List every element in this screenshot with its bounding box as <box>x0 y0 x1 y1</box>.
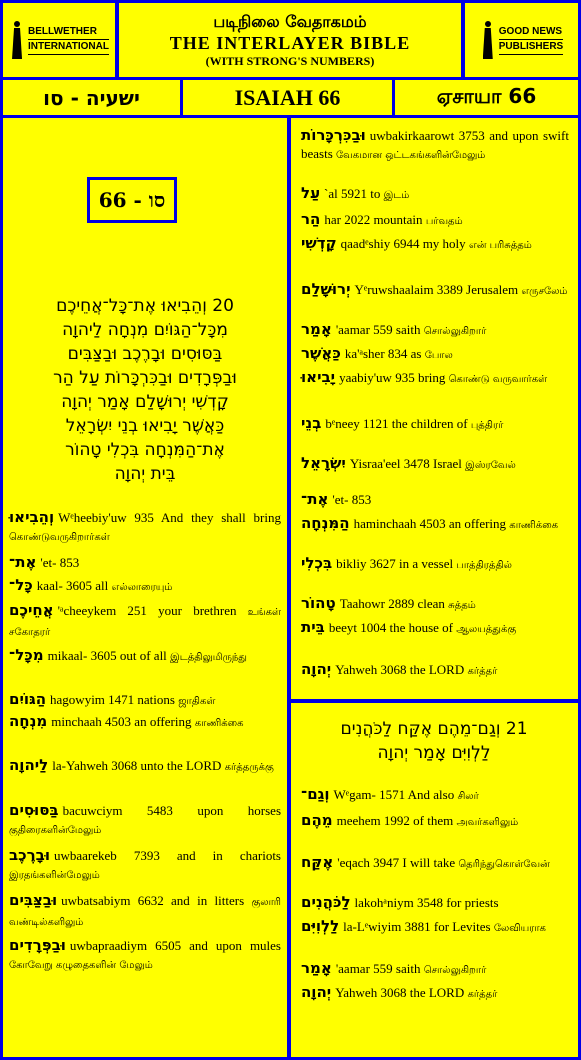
tamil-gloss: கர்த்தர் <box>467 666 498 677</box>
hebrew-word: יִשְׂרָאֵל <box>301 454 346 472</box>
hebrew-word: וּבַצַּבִּים <box>9 891 58 909</box>
hebrew-word: יָבִיאוּ <box>301 368 336 386</box>
word-entry <box>9 891 281 932</box>
entry-gloss: hagowyim 1471 nations <box>50 692 179 707</box>
entry-gloss: uwbapraadiym 6505 and upon mules <box>69 938 281 953</box>
word-entry <box>9 846 281 885</box>
hebrew-word: וּבַפְּרָדִים <box>9 936 66 954</box>
tamil-gloss: கோவேறு கழுதைகளின் மேலும் <box>9 960 153 971</box>
hebrew-word: לַיהוָה <box>9 756 49 774</box>
word-entry <box>301 280 569 301</box>
entry-gloss: mikaal- 3605 out of all <box>47 648 171 663</box>
word-entry <box>9 756 281 777</box>
tamil-gloss: இடத்திலுமிருந்து <box>170 652 247 663</box>
entry-gloss: minchaah 4503 an offering <box>51 714 195 729</box>
entry-gloss: bᵉneey 1121 the children of <box>325 416 471 431</box>
word-entry <box>301 554 569 575</box>
tamil-gloss: வேகமான ஒட்டகங்களின்மேலும் <box>336 150 486 161</box>
entry-gloss: Taahowr 2889 clean <box>339 596 449 611</box>
entry-gloss: la-Lᵉwiyim 3881 for Levites <box>343 919 494 934</box>
book-english: ISAIAH 66 <box>183 80 392 115</box>
entry-gloss: ka'ᵃsher 834 as <box>344 346 425 361</box>
word-entry <box>301 184 569 205</box>
word-entry <box>301 414 569 435</box>
entry-gloss: 'et- 853 <box>332 492 372 507</box>
hebrew-word: בִּכְלִי <box>301 554 333 572</box>
verse-line: קָדְשִׁי יְרוּשָׁלַם אָמַר יְהוָה <box>61 392 229 412</box>
entry-gloss: Wᵉgam- 1571 And also <box>333 787 458 802</box>
entry-gloss: meehem 1992 of them <box>336 813 457 828</box>
tamil-gloss: இரதங்களின்மேலும் <box>9 870 100 881</box>
hebrew-word: קָדְשִׁי <box>301 234 337 252</box>
entry-gloss: Yahweh 3068 the LORD <box>335 985 468 1000</box>
hebrew-word: בַּסּוּסִים <box>9 801 59 819</box>
hebrew-word: הַר <box>301 210 321 228</box>
tamil-gloss: போல <box>424 350 453 361</box>
verse-line: לַלְוִיִּם אָמַר יְהוָה <box>377 743 491 763</box>
tamil-gloss: எல்லாரையும் <box>111 582 173 593</box>
entry-gloss: 'aamar 559 saith <box>335 322 424 337</box>
verse-20 <box>11 294 279 486</box>
tamil-gloss: காணிக்கை <box>194 718 244 729</box>
word-entry <box>9 936 281 975</box>
chapter-label: סו - 66 <box>87 177 177 223</box>
entry-gloss: Yahweh 3068 the LORD <box>335 662 468 677</box>
entry-gloss: kaal- 3605 all <box>36 578 112 593</box>
tamil-gloss: பர்வதம் <box>425 216 463 227</box>
tamil-gloss: சொல்லுகிறார் <box>423 965 487 976</box>
verse-line: 21 וְגַם־מֵהֶם אֶקַּח לַכֹּהֲנִים <box>340 719 528 739</box>
word-entry <box>301 126 569 165</box>
hebrew-word: טָהוֹר <box>301 594 336 612</box>
entry-gloss: Yᵉruwshaalaim 3389 Jerusalem <box>354 282 522 297</box>
book-tamil: ஏசாயா 66 <box>395 80 578 115</box>
entry-gloss: 'et- 853 <box>40 555 80 570</box>
tamil-gloss: குலாரி வண்டில்களிலும் <box>9 897 281 928</box>
entry-gloss: bacuwciym 5483 upon horses <box>62 803 281 818</box>
tamil-gloss: என் பரிசுத்தம் <box>468 240 532 251</box>
hebrew-word: אָמַר <box>301 959 332 977</box>
entry-gloss: bikliy 3627 in a vessel <box>336 556 457 571</box>
word-entry <box>301 344 569 365</box>
verse-line: בֵּית יְהוָה <box>114 464 176 484</box>
verse-line: אֶת־הַמִּנְחָה בִּכְלִי טָהוֹר <box>65 440 225 460</box>
word-entry <box>301 594 569 615</box>
word-entry <box>301 210 569 231</box>
tamil-gloss: கொண்டுவருகிறார்கள் <box>9 532 110 543</box>
word-entry <box>9 553 281 572</box>
title-block <box>119 3 461 77</box>
word-entry <box>301 618 569 639</box>
tamil-gloss: தெரிந்துகொள்வேன் <box>458 859 550 870</box>
word-entry <box>301 660 569 681</box>
word-entry <box>9 712 281 733</box>
tamil-gloss: இடம் <box>383 190 410 201</box>
hebrew-word: הַגּוֹיִם <box>9 690 47 708</box>
word-entry <box>9 508 281 547</box>
hebrew-word: כַּאֲשֶׁר <box>301 344 341 362</box>
verse-line: 20 וְהֵבִיאוּ אֶת־כָּל־אֲחֵיכֶם <box>56 296 234 316</box>
right-bottom-column <box>291 703 578 1057</box>
word-entry <box>9 801 281 840</box>
word-entry <box>9 690 281 711</box>
entry-gloss: `al 5921 to <box>324 186 384 201</box>
hebrew-word: אֶת־ <box>9 553 37 571</box>
word-entry <box>301 811 569 832</box>
tamil-gloss: இஸ்ரவேல் <box>465 460 516 471</box>
word-entry <box>9 576 281 597</box>
entry-gloss: yaabiy'uw 935 bring <box>339 370 449 385</box>
hebrew-word: אֶקַּח <box>301 853 334 871</box>
entry-gloss: la-Yahweh 3068 unto the LORD <box>52 758 225 773</box>
bellwether-logo <box>3 3 115 77</box>
tamil-gloss: எருசலேம் <box>521 286 568 297</box>
title-main: THE INTERLAYER BIBLE <box>169 32 411 53</box>
entry-gloss: haminchaah 4503 an offering <box>353 516 510 531</box>
word-entry <box>301 853 569 874</box>
goodnews-logo <box>465 3 578 77</box>
book-hebrew: ישעיה - סו <box>3 80 180 115</box>
verse-line: כַּאֲשֶׁר יָבִיאוּ בְנֵי יִשְׂרָאֵל <box>65 416 225 436</box>
hebrew-word: מִכָּל־ <box>9 646 44 664</box>
hebrew-word: לַלְוִיִּם <box>301 917 340 935</box>
entry-gloss: 'aamar 559 saith <box>335 961 424 976</box>
hebrew-word: יְהוָה <box>301 660 332 678</box>
entry-gloss: 'ᵃcheeykem 251 your brethren <box>57 603 248 618</box>
hebrew-word: אֲחֵיכֶם <box>9 601 54 619</box>
entry-gloss: 'eqach 3947 I will take <box>337 855 459 870</box>
tamil-gloss: ஜாதிகள் <box>178 696 216 707</box>
hebrew-word: וּבַכִּרְכָּרוֹת <box>301 126 366 144</box>
tamil-gloss: சிலர் <box>457 791 479 802</box>
entry-gloss: Wᵉheebiy'uw 935 And they shall bring <box>58 510 281 525</box>
hebrew-word: וְגַם־ <box>301 785 330 803</box>
hebrew-word: אָמַר <box>301 320 332 338</box>
hebrew-word: בְנֵי <box>301 414 322 432</box>
entry-gloss: uwbaarekeb 7393 and in chariots <box>53 848 281 863</box>
verse-21 <box>299 717 569 765</box>
left-column <box>3 118 287 1057</box>
title-tamil: படிநிலை வேதாகமம் <box>213 11 367 31</box>
word-entry <box>301 320 569 341</box>
word-entry <box>301 490 569 509</box>
goodnews-figure-icon <box>480 21 496 59</box>
hebrew-word: כָּל־ <box>9 576 33 594</box>
word-entry <box>301 959 569 980</box>
entry-gloss: lakohᵃniym 3548 for priests <box>354 895 499 910</box>
entry-gloss: uwbakirkaarowt 3753 and upon swift beasts <box>301 128 569 161</box>
tamil-gloss: அவர்களிலும் <box>456 817 519 828</box>
tamil-gloss: உங்கள் சகோதரர் <box>9 607 281 638</box>
tamil-gloss: புத்திரர் <box>470 420 504 431</box>
verse-line: וּבַפְּרָדִים וּבַכִּרְכָּרוֹת עַל הַר <box>53 368 237 388</box>
tamil-gloss: சுத்தம் <box>448 600 476 611</box>
hebrew-word: וּבָרֶכֶב <box>9 846 50 864</box>
entry-gloss: uwbatsabiym 6632 and in litters <box>61 893 252 908</box>
tamil-gloss: கர்த்தருக்கு <box>224 762 274 773</box>
word-entry <box>9 601 281 642</box>
right-top-column <box>291 118 578 699</box>
logo-left-line2: INTERNATIONAL <box>28 40 109 55</box>
hebrew-word: עַל <box>301 184 321 202</box>
word-entry <box>301 893 569 912</box>
word-entry <box>301 983 569 1004</box>
tamil-gloss: கர்த்தர் <box>467 989 498 1000</box>
word-entry <box>301 514 569 535</box>
hebrew-word: יְרוּשָׁלַם <box>301 280 351 298</box>
hebrew-word: הַמִּנְחָה <box>301 514 350 532</box>
hebrew-word: וְהֵבִיאוּ <box>9 508 55 526</box>
verse-line: מִכָּל־הַגּוֹיִם מִנְחָה לַיהוָה <box>62 320 228 340</box>
entry-gloss: qaadᵉshiy 6944 my holy <box>340 236 469 251</box>
tamil-gloss: கொண்டு வருவார்கள் <box>448 374 548 385</box>
word-entry <box>9 646 281 667</box>
tamil-gloss: ஆலயத்துக்கு <box>456 624 517 635</box>
tamil-gloss: காணிக்கை <box>509 520 559 531</box>
verse-line: בַּסּוּסִים וּבָרֶכֶב וּבַצַּבִּים <box>67 344 223 364</box>
hebrew-word: בֵּית <box>301 618 325 636</box>
hebrew-word: אֶת־ <box>301 490 329 508</box>
word-entry <box>301 917 569 938</box>
logo-right-line2: PUBLISHERS <box>499 40 563 55</box>
tamil-gloss: சொல்லுகிறார் <box>423 326 487 337</box>
tamil-gloss: குதிரைகளின்மேலும் <box>9 825 102 836</box>
tamil-gloss: லேவியராக <box>493 923 546 934</box>
word-entry <box>301 785 569 806</box>
tamil-gloss: பாத்திரத்தில் <box>456 560 512 571</box>
entry-gloss: beeyt 1004 the house of <box>328 620 457 635</box>
hebrew-word: מֵהֶם <box>301 811 333 829</box>
entry-gloss: Yisraa'eel 3478 Israel <box>349 456 466 471</box>
word-entry <box>301 234 569 255</box>
title-sub: (WITH STRONG'S NUMBERS) <box>205 53 375 68</box>
word-entry <box>301 368 569 389</box>
entry-gloss: har 2022 mountain <box>324 212 426 227</box>
hebrew-word: מִנְחָה <box>9 712 48 730</box>
logo-right-line1: GOOD NEWS <box>499 25 563 40</box>
hebrew-word: לַכֹּהֲנִים <box>301 893 351 911</box>
bellwether-figure-icon <box>9 21 25 59</box>
word-entry <box>301 454 569 475</box>
hebrew-word: יְהוָה <box>301 983 332 1001</box>
logo-left-line1: BELLWETHER <box>28 25 109 40</box>
